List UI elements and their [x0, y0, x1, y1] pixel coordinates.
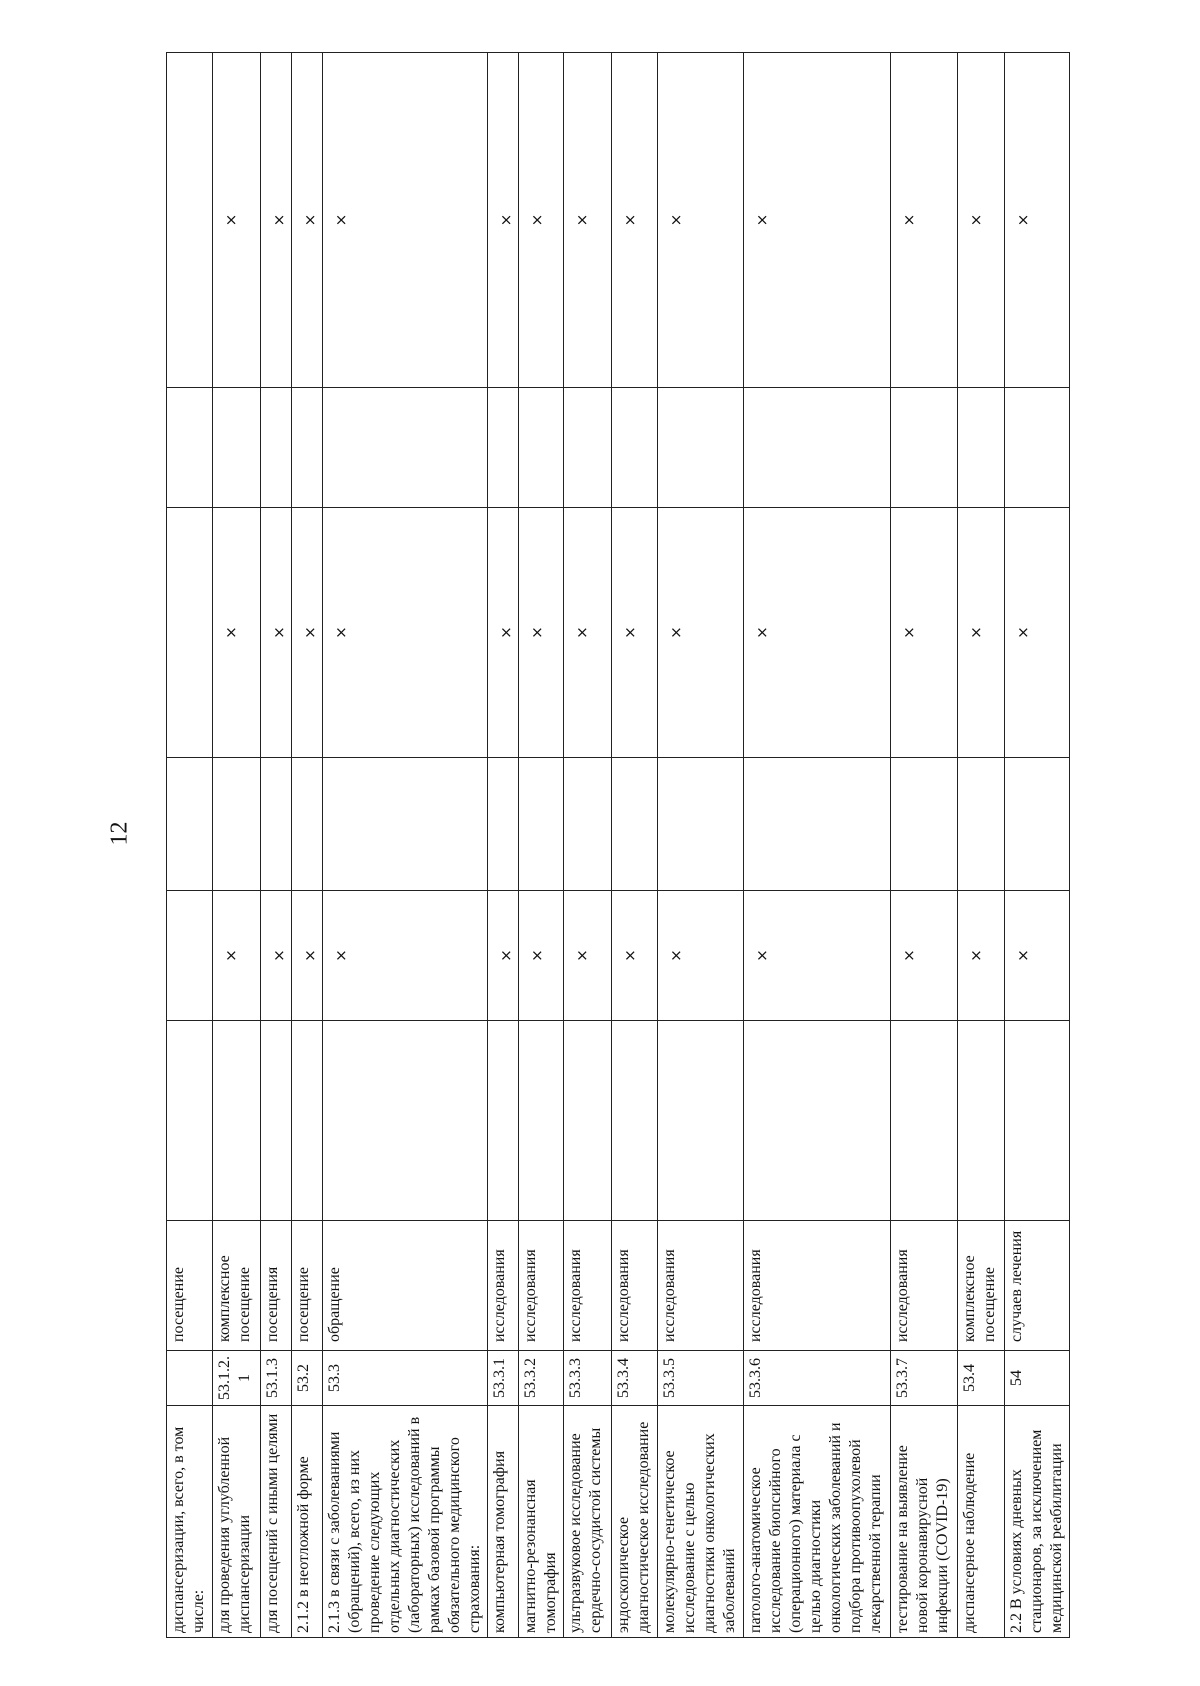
row-name: 2.2 В условиях дневных стационаров, за исключением медицинской реабилитации [1005, 1406, 1070, 1638]
value-cell: × [744, 891, 891, 1021]
value-cell [488, 388, 519, 508]
value-cell: × [958, 891, 1005, 1021]
row-unit: случаев лечения [1005, 1221, 1070, 1351]
value-cell [167, 388, 213, 508]
row-unit: исследования [612, 1221, 658, 1351]
value-cell [519, 1021, 564, 1221]
table-row [612, 53, 658, 1638]
value-cell [323, 1021, 488, 1221]
row-code: 53.3.6 [744, 1351, 891, 1406]
value-cell [744, 758, 891, 891]
value-cell: × [488, 508, 519, 758]
value-cell [958, 1021, 1005, 1221]
value-cell: × [564, 508, 612, 758]
value-cell [292, 388, 323, 508]
table-body [167, 53, 1070, 1638]
value-cell [261, 1021, 292, 1221]
table-row [891, 53, 958, 1638]
row-unit: посещение [167, 1221, 213, 1351]
value-cell: × [213, 891, 261, 1021]
value-cell: × [292, 53, 323, 388]
value-cell [323, 388, 488, 508]
row-name: 2.1.3 в связи с заболеваниями (обращений), всего, из них проведение следующих отдельных диагностических (лабораторных) исследований в рамках базовой программы обязательного медицинского страхования: [323, 1406, 488, 1638]
table-row [519, 53, 564, 1638]
row-name: диспансеризации, всего, в том числе: [167, 1406, 213, 1638]
row-name: для проведения углубленной диспансеризации [213, 1406, 261, 1638]
value-cell [261, 388, 292, 508]
row-unit: комплексное посещение [958, 1221, 1005, 1351]
row-name: тестирование на выявление новой коронавирусной инфекции (COVID-19) [891, 1406, 958, 1638]
value-cell: × [958, 53, 1005, 388]
value-cell [519, 758, 564, 891]
value-cell: × [612, 53, 658, 388]
value-cell [958, 388, 1005, 508]
row-name: молекулярно-генетическое исследование с целью диагностики онкологических заболеваний [658, 1406, 744, 1638]
row-code: 53.3.3 [564, 1351, 612, 1406]
row-code [167, 1351, 213, 1406]
table-row [744, 53, 891, 1638]
value-cell [519, 388, 564, 508]
value-cell [213, 1021, 261, 1221]
value-cell [612, 758, 658, 891]
row-name: магнитно-резонансная томография [519, 1406, 564, 1638]
row-unit: посещение [292, 1221, 323, 1351]
value-cell [167, 508, 213, 758]
value-cell: × [1005, 53, 1070, 388]
value-cell [167, 53, 213, 388]
value-cell: × [564, 53, 612, 388]
value-cell [744, 1021, 891, 1221]
value-cell [292, 1021, 323, 1221]
value-cell [958, 758, 1005, 891]
row-unit: посещения [261, 1221, 292, 1351]
value-cell: × [1005, 508, 1070, 758]
value-cell: × [612, 891, 658, 1021]
value-cell: × [292, 891, 323, 1021]
row-unit: исследования [564, 1221, 612, 1351]
value-cell: × [744, 508, 891, 758]
value-cell: × [261, 508, 292, 758]
value-cell: × [658, 508, 744, 758]
value-cell [891, 1021, 958, 1221]
value-cell: × [891, 508, 958, 758]
table-row [958, 53, 1005, 1638]
value-cell: × [958, 508, 1005, 758]
table-row [213, 53, 261, 1638]
value-cell [891, 758, 958, 891]
value-cell [1005, 1021, 1070, 1221]
row-unit: исследования [891, 1221, 958, 1351]
row-code: 53.3.1 [488, 1351, 519, 1406]
value-cell [612, 1021, 658, 1221]
value-cell [292, 758, 323, 891]
table-row [1005, 53, 1070, 1638]
table-row [261, 53, 292, 1638]
row-name: ультразвуковое исследование сердечно-сосудистой системы [564, 1406, 612, 1638]
value-cell [658, 1021, 744, 1221]
table-row [658, 53, 744, 1638]
row-code: 53.1.2.1 [213, 1351, 261, 1406]
row-name: 2.1.2 в неотложной форме [292, 1406, 323, 1638]
value-cell [167, 1021, 213, 1221]
table-row [292, 53, 323, 1638]
value-cell: × [519, 53, 564, 388]
row-name: для посещений с иными целями [261, 1406, 292, 1638]
value-cell [658, 388, 744, 508]
value-cell [323, 758, 488, 891]
value-cell: × [292, 508, 323, 758]
row-unit: исследования [488, 1221, 519, 1351]
value-cell: × [323, 508, 488, 758]
value-cell [744, 388, 891, 508]
value-cell [488, 758, 519, 891]
row-unit: исследования [744, 1221, 891, 1351]
value-cell [488, 1021, 519, 1221]
data-table [166, 52, 1070, 1638]
row-unit: комплексное посещение [213, 1221, 261, 1351]
value-cell [564, 1021, 612, 1221]
value-cell [658, 758, 744, 891]
data-table-container [166, 53, 1132, 1638]
row-code: 53.3 [323, 1351, 488, 1406]
value-cell: × [261, 891, 292, 1021]
row-code: 53.1.3 [261, 1351, 292, 1406]
value-cell: × [213, 508, 261, 758]
row-name: патолого-анатомическое исследование биопсийного (операционного) материала с целью диагностики онкологических заболеваний и подбора противоопухолевой лекарственной терапии [744, 1406, 891, 1638]
table-row [167, 53, 213, 1638]
row-code: 53.2 [292, 1351, 323, 1406]
value-cell: × [564, 891, 612, 1021]
row-code: 53.3.5 [658, 1351, 744, 1406]
value-cell [891, 388, 958, 508]
row-name: компьютерная томография [488, 1406, 519, 1638]
value-cell [167, 891, 213, 1021]
page-number: 12 [106, 821, 133, 846]
value-cell [1005, 388, 1070, 508]
value-cell: × [519, 508, 564, 758]
value-cell: × [323, 53, 488, 388]
row-code: 54 [1005, 1351, 1070, 1406]
table-row [488, 53, 519, 1638]
row-code: 53.3.7 [891, 1351, 958, 1406]
value-cell [213, 388, 261, 508]
row-unit: исследования [658, 1221, 744, 1351]
value-cell: × [261, 53, 292, 388]
row-name: диспансерное наблюдение [958, 1406, 1005, 1638]
value-cell: × [213, 53, 261, 388]
row-code: 53.3.4 [612, 1351, 658, 1406]
value-cell [213, 758, 261, 891]
value-cell: × [658, 53, 744, 388]
value-cell: × [519, 891, 564, 1021]
row-name: эндоскопическое диагностическое исследование [612, 1406, 658, 1638]
value-cell: × [488, 891, 519, 1021]
value-cell: × [1005, 891, 1070, 1021]
value-cell: × [323, 891, 488, 1021]
value-cell [167, 758, 213, 891]
value-cell: × [744, 53, 891, 388]
value-cell [564, 388, 612, 508]
row-unit: обращение [323, 1221, 488, 1351]
row-unit: исследования [519, 1221, 564, 1351]
row-code: 53.3.2 [519, 1351, 564, 1406]
value-cell: × [891, 53, 958, 388]
table-row [323, 53, 488, 1638]
value-cell: × [612, 508, 658, 758]
value-cell: × [488, 53, 519, 388]
value-cell: × [658, 891, 744, 1021]
row-code: 53.4 [958, 1351, 1005, 1406]
value-cell [1005, 758, 1070, 891]
value-cell: × [891, 891, 958, 1021]
value-cell [261, 758, 292, 891]
value-cell [612, 388, 658, 508]
value-cell [564, 758, 612, 891]
table-row [564, 53, 612, 1638]
